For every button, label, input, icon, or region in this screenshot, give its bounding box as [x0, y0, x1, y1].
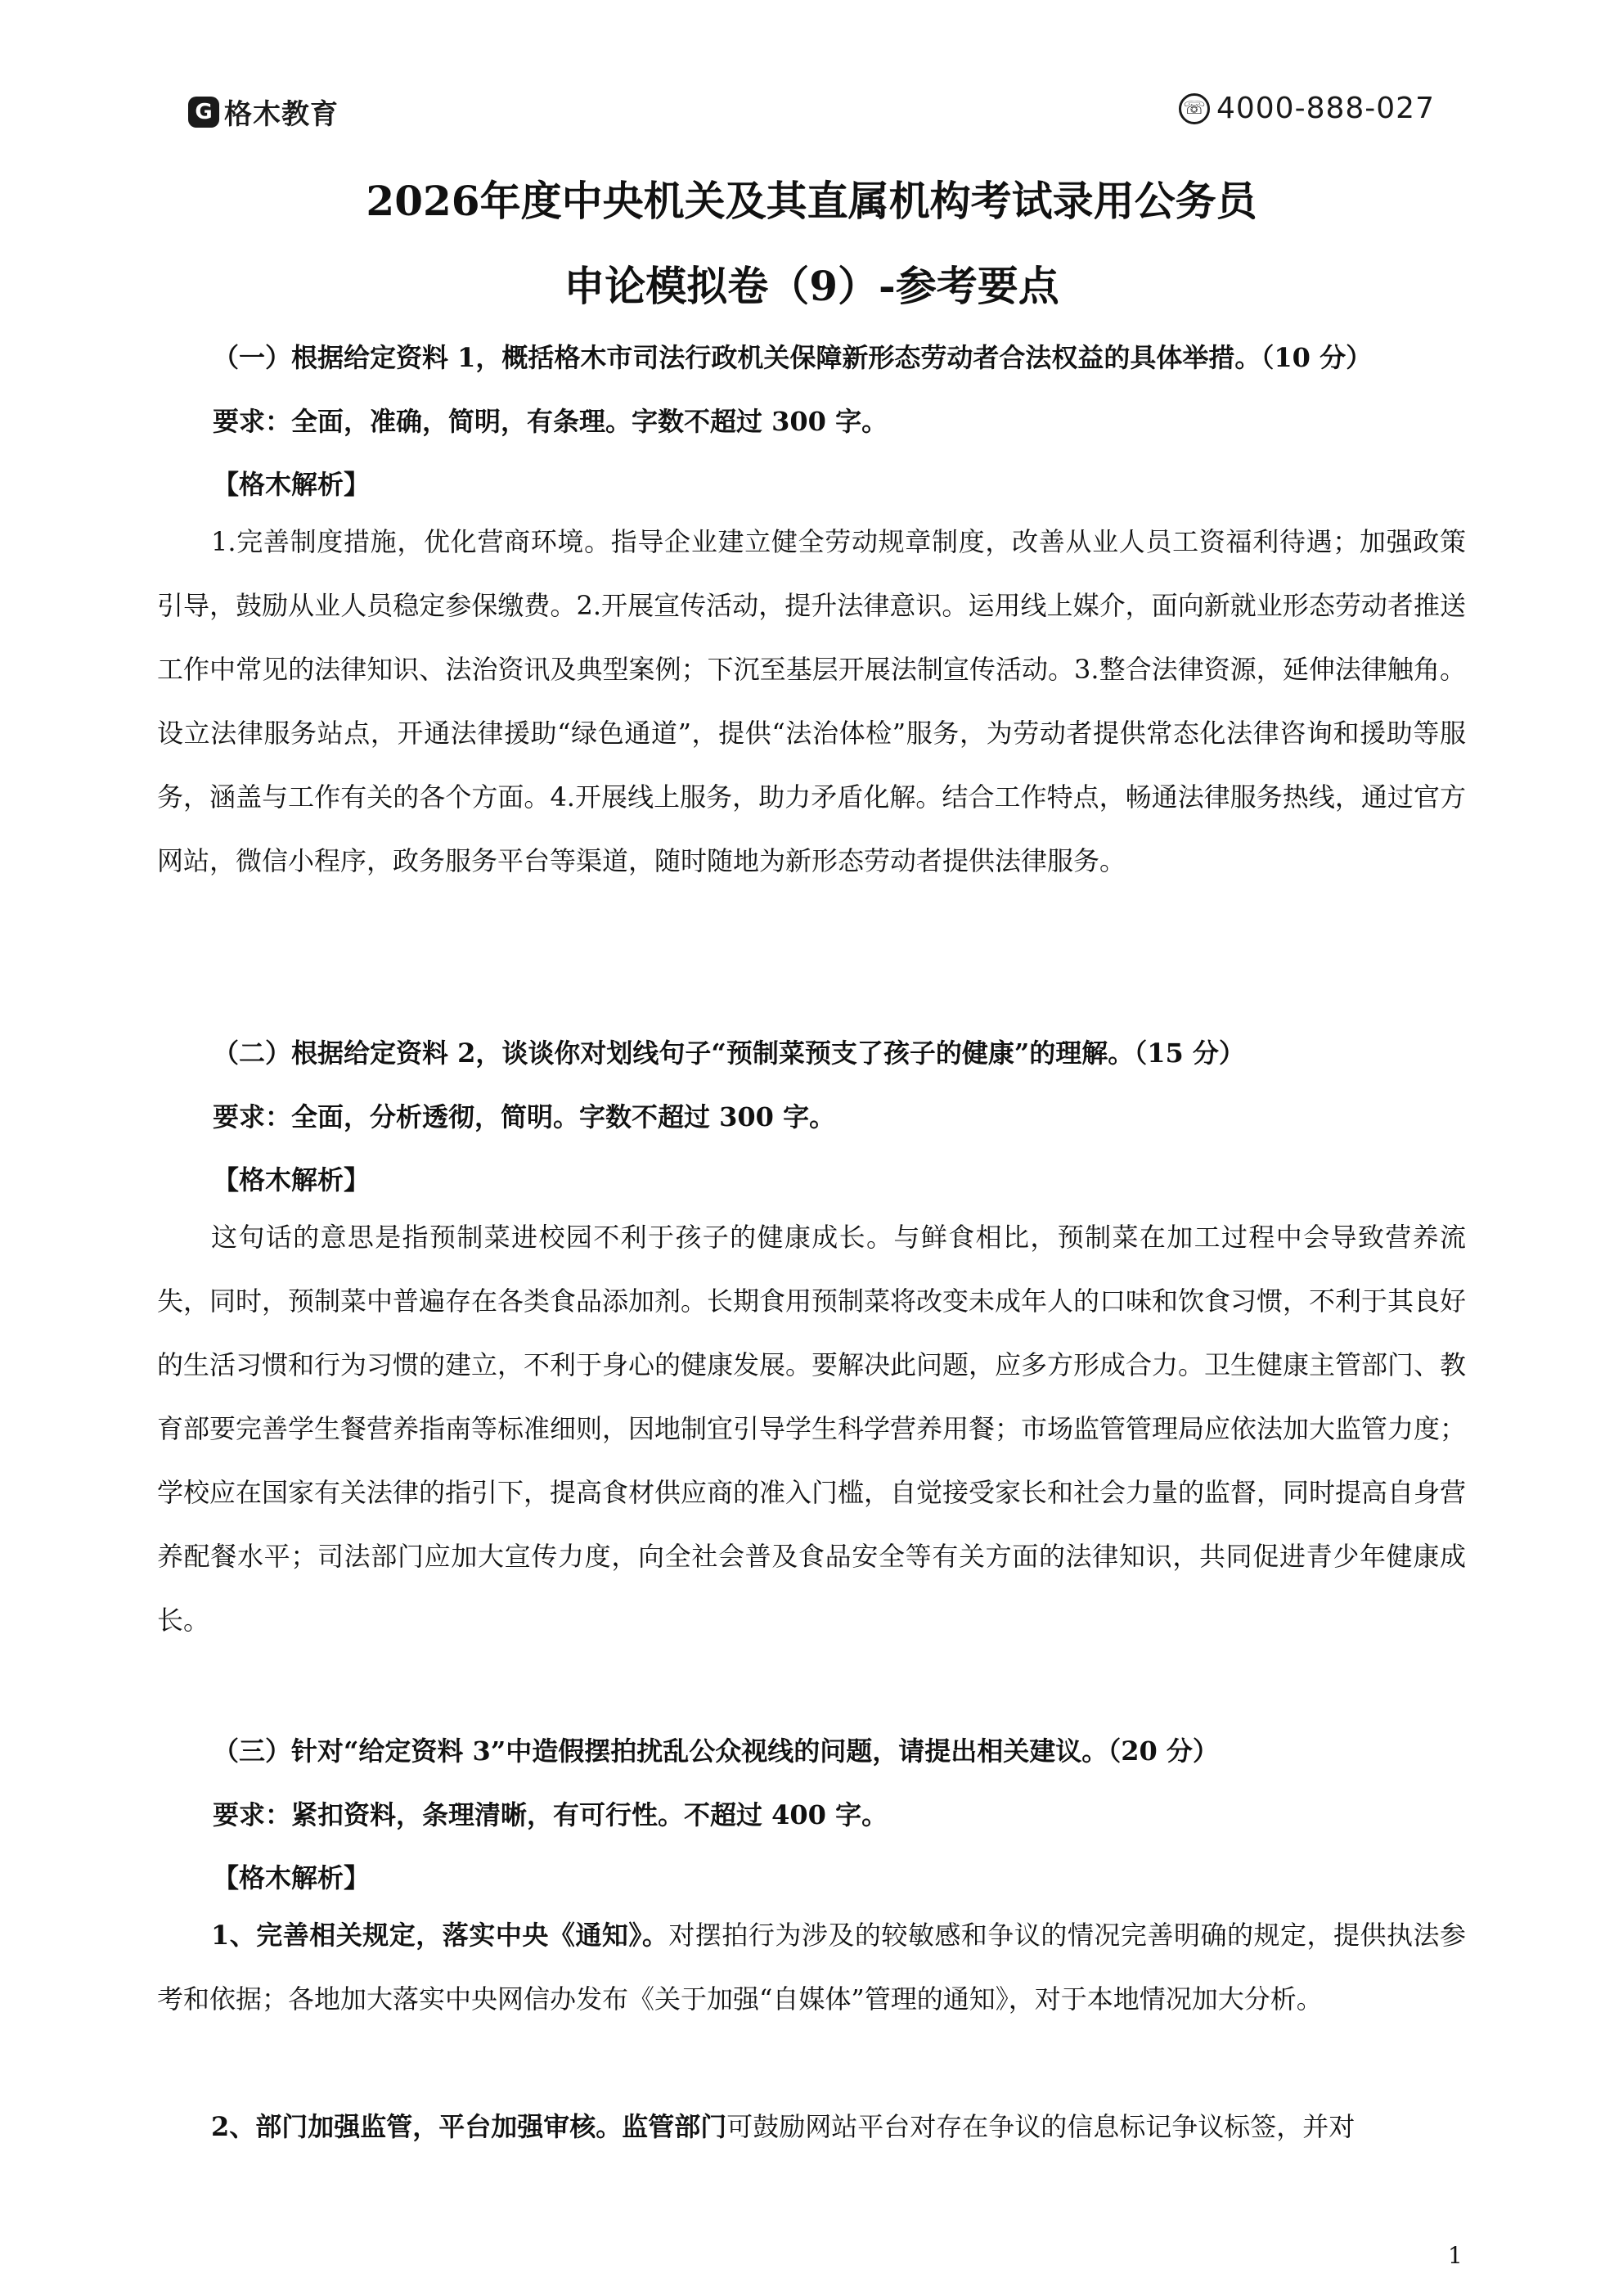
- analysis-label-1: 【格木解析】: [213, 469, 371, 500]
- answer-2: 这句话的意思是指预制菜进校园不利于孩子的健康成长。与鲜食相比，预制菜在加工过程中会导致营养流失，同时，预制菜中普遍存在各类食品添加剂。长期食用预制菜将改变未成年人的口味和饮食习惯，不利于其良好的生活习惯和行为习惯的建立，不利于身心的健康发展。要解决此问题，应多方形成合力。卫生健康主管部门、教育部要完善学生餐营养指南等标准细则，因地制宜引导学生科学营养用餐；市场监管管理局应依法加大监管力度；学校应在国家有关法律的指引下，提高食材供应商的准入门槛，自觉接受家长和社会力量的监督，同时提高自身营养配餐水平；司法部门应加大宣传力度，向全社会普及食品安全等有关方面的法律知识，共同促进青少年健康成长。: [157, 1222, 1467, 1636]
- document-subtitle: 申论模拟卷（9）-参考要点: [564, 262, 1059, 310]
- point-2-heading: 2、部门加强监管，平台加强审核。监管部门: [211, 2111, 727, 2142]
- analysis-label-3: 【格木解析】: [213, 1862, 371, 1893]
- logo-icon: G: [188, 97, 219, 128]
- question-3: （三）针对“给定资料 3”中造假摆拍扰乱公众视线的问题，请提出相关建议。（20 分）: [213, 1736, 1219, 1767]
- point-1-text: 对摆拍行为涉及的较敏感和争议的情况完善明确的规定，提供执法参考和依据；各地加大落实中央网信办发布《关于加强“自媒体”管理的通知》，对于本地情况加大分析。: [157, 1920, 1466, 2015]
- phone-number: 4000-888-027: [1216, 92, 1435, 125]
- question-1: （一）根据给定资料 1，概括格木市司法行政机关保障新形态劳动者合法权益的具体举措。（10 分）: [213, 342, 1373, 373]
- requirement-2: 要求：全面，分析透彻，简明。字数不超过 300 字。: [213, 1101, 836, 1132]
- hotline: [1179, 92, 1435, 125]
- page-header: [188, 92, 1435, 133]
- answer-3-point-1: [157, 1903, 1466, 2031]
- point-1-heading: 1、完善相关规定，落实中央《通知》。: [211, 1920, 669, 1951]
- brand-logo: [188, 92, 339, 132]
- answer-3-point-2: [157, 2095, 1466, 2159]
- answer-1: 1.完善制度措施，优化营商环境。指导企业建立健全劳动规章制度，改善从业人员工资福利待遇；加强政策引导，鼓励从业人员稳定参保缴费。2.开展宣传活动，提升法律意识。运用线上媒介，面向新就业形态劳动者推送工作中常见的法律知识、法治资讯及典型案例；下沉至基层开展法制宣传活动。3.整合法律资源，延伸法律触角。设立法律服务站点，开通法律援助“绿色通道”，提供“法治体检”服务，为劳动者提供常态化法律咨询和援助等服务，涵盖与工作有关的各个方面。4.开展线上服务，助力矛盾化解。结合工作特点，畅通法律服务热线，通过官方网站，微信小程序，政务服务平台等渠道，随时随地为新形态劳动者提供法律服务。: [157, 526, 1466, 876]
- point-2-text: 可鼓励网站平台对存在争议的信息标记争议标签，并对: [726, 2111, 1355, 2142]
- question-2: （二）根据给定资料 2，谈谈你对划线句子“预制菜预支了孩子的健康”的理解。（15 分）: [213, 1038, 1245, 1069]
- logo-text: 格木教育: [224, 98, 339, 131]
- document-title: 2026年度中央机关及其直属机构考试录用公务员: [366, 177, 1257, 225]
- analysis-label-2: 【格木解析】: [213, 1164, 371, 1195]
- requirement-3: 要求：紧扣资料，条理清晰，有可行性。不超过 400 字。: [213, 1799, 888, 1830]
- phone-icon: ☏: [1179, 93, 1210, 124]
- page-number: 1: [1448, 2242, 1463, 2269]
- requirement-1: 要求：全面，准确，简明，有条理。字数不超过 300 字。: [213, 406, 888, 437]
